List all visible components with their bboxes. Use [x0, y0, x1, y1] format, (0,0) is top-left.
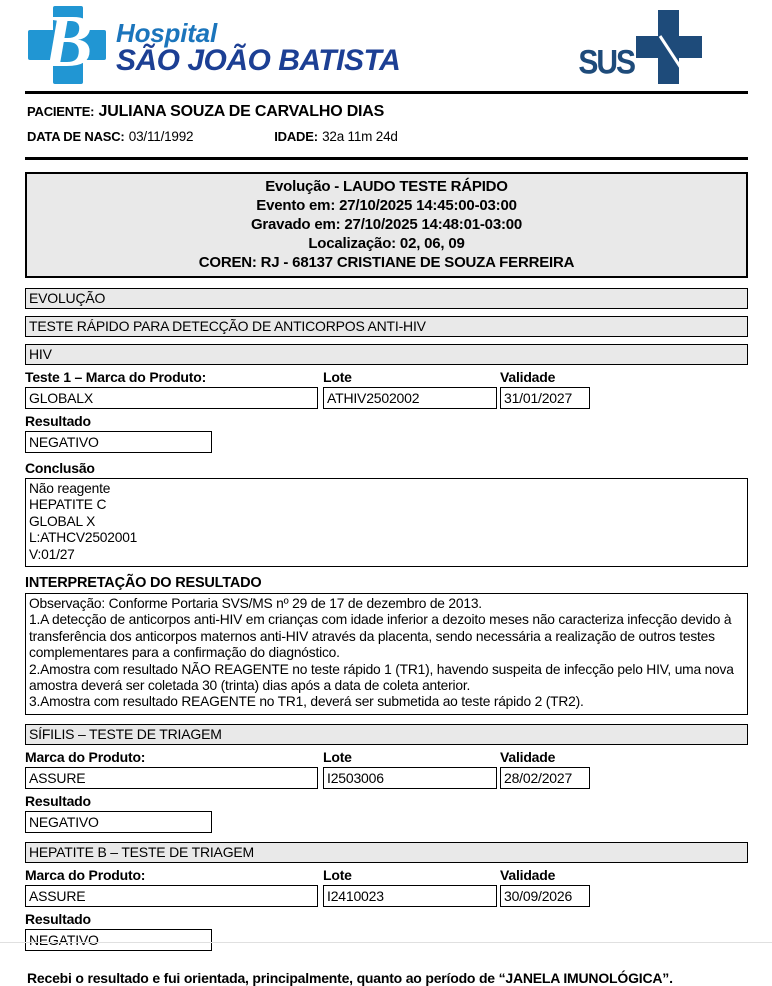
paciente-name: JULIANA SOUZA DE CARVALHO DIAS [98, 103, 385, 120]
event-title: Evolução - LAUDO TESTE RÁPIDO [265, 178, 508, 195]
hepatite-b-validade-field [500, 867, 590, 907]
hospital-word: Hospital [116, 17, 217, 48]
patient-divider [25, 157, 748, 160]
conclusao-line: L:ATHCV2502001 [29, 530, 138, 546]
sifilis-lote-value-box: I2503006 [323, 767, 497, 789]
sifilis-marca-label: Marca do Produto: [25, 748, 146, 765]
event-datetime: Evento em: 27/10/2025 14:45:00-03:00 [256, 197, 517, 214]
hepatite-b-lote-value-box: I2410023 [323, 885, 497, 907]
conclusao-line: HEPATITE C [29, 497, 107, 513]
sus-cross-icon [636, 6, 702, 95]
nasc-value: 03/11/1992 [128, 129, 194, 144]
idade-label: IDADE: [274, 129, 318, 144]
conclusao-line: GLOBAL X [29, 513, 96, 529]
nasc-label: DATA DE NASC: [27, 129, 125, 144]
hiv-lote-value-box: ATHIV2502002 [323, 387, 497, 409]
hiv-test-fields [25, 369, 748, 409]
hiv-marca-label: Teste 1 – Marca do Produto: [25, 369, 207, 385]
sifilis-resultado-value-box: NEGATIVO [25, 811, 212, 833]
interpretacao-paragraph: 2.Amostra com resultado NÃO REAGENTE no teste rápido 1 (TR1), havendo suspeita de infecção pelo HIV, uma nova amostra deverá ser coletada 30 (trinta) dias após a data de coleta anterior. [29, 661, 734, 694]
hepatite-b-lote-field [323, 867, 497, 907]
hepatite-b-lote-label: Lote [323, 866, 352, 883]
conclusao-line: Não reagente [29, 481, 111, 496]
sifilis-lote-field [323, 749, 497, 789]
hiv-validade-value-box: 31/01/2027 [500, 387, 590, 409]
section-bar-hepatite-b: HEPATITE B – TESTE DE TRIAGEM [25, 842, 748, 863]
hepatite-b-resultado-value-box: NEGATIVO [25, 929, 212, 951]
section-bar-evolucao: EVOLUÇÃO [25, 288, 748, 309]
conclusao-box [25, 478, 748, 567]
hepatite-b-marca-label: Marca do Produto: [25, 866, 146, 883]
section-bar-sifilis: SÍFILIS – TESTE DE TRIAGEM [25, 724, 748, 745]
sifilis-validade-value-box: 28/02/2027 [500, 767, 590, 789]
hepatite-b-test-fields [25, 867, 748, 907]
paciente-label: PACIENTE: [27, 104, 95, 119]
hepatite-b-resultado-label: Resultado [25, 910, 91, 927]
sifilis-validade-field [500, 749, 590, 789]
interpretacao-paragraph: Observação: Conforme Portaria SVS/MS nº 29 de 17 de dezembro de 2013. [29, 596, 482, 612]
sifilis-validade-label: Validade [500, 748, 556, 765]
hepatite-b-validade-value-box: 30/09/2026 [500, 885, 590, 907]
event-saved-datetime: Gravado em: 27/10/2025 14:48:01-03:00 [250, 216, 523, 233]
sifilis-resultado-label: Resultado [25, 792, 91, 809]
hospital-name: SÃO JOÃO BATISTA [116, 43, 401, 77]
event-location: Localização: 02, 06, 09 [308, 235, 465, 252]
page-bottom-divider [0, 942, 772, 943]
hiv-lote-field [323, 369, 497, 409]
sifilis-marca-value-box: ASSURE [25, 767, 318, 789]
hiv-lote-label: Lote [323, 369, 352, 385]
interpretacao-box [25, 593, 748, 715]
report-body [0, 91, 772, 986]
sus-label: SUS [578, 42, 634, 81]
patient-birth-row [27, 128, 746, 146]
hospital-logo-text [116, 17, 401, 77]
interpretacao-paragraph: 1.A detecção de anticorpos anti-HIV em crianças com idade inferior a dezoito meses não caracteriza infecção devido à transferência dos anticorpos maternos anti-HIV através da placenta, sendo necessária a realização de outros testes complementares para a confirmação do diagnóstico. [29, 612, 732, 661]
hospital-cross-icon [28, 1, 110, 91]
hiv-marca-field [25, 369, 318, 409]
sifilis-lote-label: Lote [323, 748, 352, 765]
hiv-resultado-value-box: NEGATIVO [25, 431, 212, 453]
svg-text:B: B [43, 1, 93, 83]
section-bar-hiv: HIV [25, 344, 748, 365]
conclusao-line: V:01/27 [29, 546, 75, 562]
interpretacao-label: INTERPRETAÇÃO DO RESULTADO [25, 575, 262, 592]
hospital-logo [28, 1, 401, 91]
birthdate-group [27, 128, 270, 146]
patient-name-row [27, 103, 746, 121]
hepatite-b-marca-field [25, 867, 318, 907]
hiv-validade-field [500, 369, 590, 409]
patient-info [25, 94, 748, 146]
conclusao-label: Conclusão [25, 460, 95, 476]
hepatite-b-marca-value-box: ASSURE [25, 885, 318, 907]
event-info-box [25, 172, 748, 278]
section-bar-teste-rapido: TESTE RÁPIDO PARA DETECÇÃO DE ANTICORPOS ANTI-HIV [25, 316, 748, 337]
event-coren: COREN: RJ - 68137 CRISTIANE DE SOUZA FERREIRA [198, 254, 575, 271]
report-header [0, 0, 772, 91]
interpretacao-paragraph: 3.Amostra com resultado REAGENTE no TR1, deverá ser submetida ao teste rápido 2 (TR2). [29, 694, 584, 710]
hiv-resultado-label: Resultado [25, 413, 91, 429]
hepatite-b-validade-label: Validade [500, 866, 556, 883]
hiv-marca-value-box: GLOBALX [25, 387, 318, 409]
hiv-validade-label: Validade [500, 369, 556, 385]
sifilis-marca-field [25, 749, 318, 789]
sus-logo [578, 6, 702, 95]
consent-note: Recebi o resultado e fui orientada, principalmente, quanto ao período de “JANELA IMUNOLÓGICA”. [27, 969, 673, 986]
sifilis-test-fields [25, 749, 748, 789]
idade-value: 32a 11m 24d [322, 129, 398, 144]
